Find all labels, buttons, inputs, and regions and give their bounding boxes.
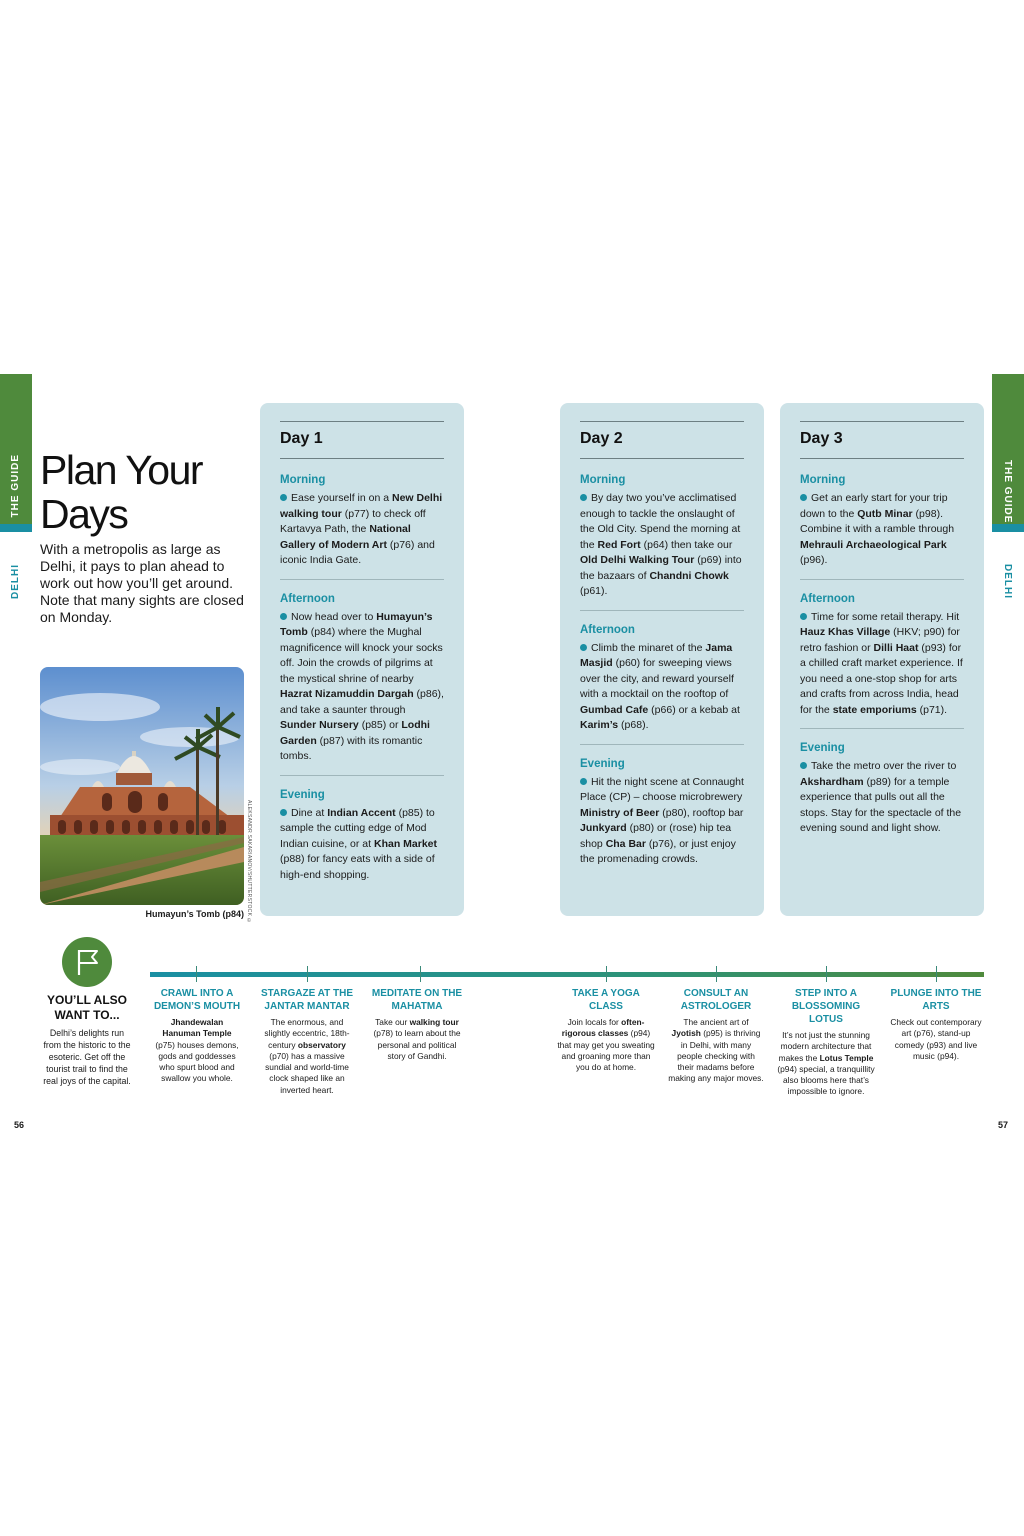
timeline-item (556, 987, 656, 1073)
morning-heading: Morning (580, 474, 626, 486)
intro-text: With a metropolis as large as Delhi, it pays to plan ahead to work out how you’ll get around. Note that many sights are closed on Monday. (40, 541, 244, 625)
timeline-text: Check out contemporary art (p76), stand-up comedy (p93) and live music (p94). (890, 1017, 982, 1061)
evening-heading: Evening (580, 757, 625, 770)
title-line-2: Days (40, 491, 128, 537)
timeline-tick (420, 966, 421, 982)
timeline-item (668, 987, 764, 1085)
timeline-heading: STARGAZE AT THE JANTAR MANTAR (260, 988, 354, 1012)
bullet-dot (280, 809, 287, 816)
page-number-right: 57 (998, 1120, 1009, 1130)
bullet-dot (800, 613, 807, 620)
morning-heading: Morning (800, 474, 846, 486)
humayuns-tomb-photo (40, 667, 244, 905)
timeline-heading: TAKE A YOGA CLASS (572, 988, 640, 1012)
day-title: Day 3 (800, 430, 843, 447)
photo-credit: ALEKSANDR SAKARIANOV/SHUTTERSTOCK © (246, 800, 252, 925)
bullet-dot (280, 494, 287, 501)
side-tab-city-label: DELHI (1002, 564, 1013, 599)
day-card-2 (560, 403, 764, 916)
afternoon-heading: Afternoon (800, 592, 855, 605)
timeline-item (888, 987, 984, 1062)
afternoon-text: Time for some retail therapy. Hit Hauz Khas Village (HKV; p90) for retro fashion or Dilli Haat (p93) for a chilled craft market experience. If you need a one-stop shop for arts and crafts from across India, head for the state emporiums (p71). (800, 610, 963, 716)
tomb-illustration (40, 667, 244, 905)
timeline-heading: MEDITATE ON THE MAHATMA (371, 988, 463, 1012)
right-side-tab (992, 374, 1024, 604)
timeline-tick (196, 966, 197, 982)
bullet-dot (580, 644, 587, 651)
bullet-dot (800, 762, 807, 769)
afternoon-text: Climb the minaret of the Jama Masjid (p60) for sweeping views over the city, and reward yourself with a mocktail on the rooftop of Gumbad Cafe (p66) or a kebab at Karim’s (p68). (580, 641, 740, 731)
timeline-text: Take our walking tour (p78) to learn about the personal and political story of Gandhi. (373, 1017, 461, 1061)
timeline-heading: STEP INTO A BLOSSOMING LOTUS (791, 988, 861, 1025)
morning-text: By day two you’ve acclimatised enough to tackle the onslaught of the Old City. Spend the morning at the Red Fort (p64) then take our Old Delhi Walking Tour (p69) into the bazaars of Chandni Chowk (p61). (580, 492, 742, 597)
photo-caption: Humayun’s Tomb (p84) (145, 909, 244, 919)
flag-icon (62, 937, 112, 987)
day-title: Day 2 (580, 430, 623, 447)
evening-heading: Evening (280, 788, 325, 801)
timeline-tick (606, 966, 607, 982)
timeline-bar (150, 972, 984, 977)
day-card-3 (780, 403, 984, 916)
timeline-tick (936, 966, 937, 982)
day-title: Day 1 (280, 430, 323, 447)
timeline-heading: CRAWL INTO A DEMON’S MOUTH (153, 988, 241, 1012)
timeline-text: Join locals for often-rigorous classes (p94) that may get you sweating and groaning more than you do at home. (557, 1017, 655, 1073)
timeline-item (152, 987, 242, 1085)
timeline-heading: PLUNGE INTO THE ARTS (890, 988, 982, 1012)
also-heading: YOU’LL ALSO WANT TO... (46, 993, 127, 1022)
left-side-tab (0, 374, 32, 604)
side-tab-city-label: DELHI (10, 564, 21, 599)
bullet-dot (580, 494, 587, 501)
evening-text: Hit the night scene at Connaught Place (CP) – choose microbrewery Ministry of Beer (p80), rooftop bar Junkyard (p80) or (rose) hip tea shop Cha Bar (p76), or just enjoy the promenading crowds. (580, 775, 744, 865)
title-line-1: Plan Your (40, 447, 203, 493)
timeline-heading: CONSULT AN ASTROLOGER (680, 988, 752, 1012)
bullet-dot (280, 613, 287, 620)
timeline-tick (307, 966, 308, 982)
page-title (40, 448, 250, 536)
afternoon-text: Now head over to Humayun’s Tomb (p84) where the Mughal magnificence will knock your socks off. Join the crowds of pilgrims at the mystical shrine of nearby Hazrat Nizamuddin Dargah (p86), and take a saunter through Sunder Nursery (p85) or Lodhi Garden (p87) with its romantic tombs. (280, 610, 444, 762)
evening-text: Dine at Indian Accent (p85) to sample the cutting edge of Mod Indian cuisine, or at Khan Market (p88) for fancy eats with a side of high-end shopping. (280, 806, 437, 881)
timeline-item (776, 987, 876, 1098)
timeline-item (368, 987, 466, 1062)
evening-text: Take the metro over the river to Akshardham (p89) for a temple experience that pulls out all the stops. Stay for the spectacle of the evening sound and light show. (800, 760, 962, 834)
also-text: Delhi’s delights run from the historic to the esoteric. Get off the tourist trail to find the real joys of the capital. (43, 1028, 131, 1086)
morning-heading: Morning (280, 474, 326, 486)
timeline-tick (716, 966, 717, 982)
evening-heading: Evening (800, 742, 845, 754)
bullet-dot (800, 494, 807, 501)
bullet-dot (580, 778, 587, 785)
timeline-text: The ancient art of Jyotish (p95) is thriving in Delhi, with many people checking with their madams before making any major moves. (668, 1017, 764, 1084)
timeline-text: The enormous, and slightly eccentric, 18th-century observatory (p70) has a massive sundial and world-time clock shaped like an inverted heart. (264, 1017, 350, 1095)
side-tab-section-label: THE GUIDE (1002, 460, 1013, 524)
timeline-text: Jhandewalan Hanuman Temple (p75) houses demons, gods and goddesses who spurt blood and swallow you whole. (155, 1017, 239, 1084)
timeline-tick (826, 966, 827, 982)
page-number-left: 56 (14, 1120, 25, 1130)
timeline-item (258, 987, 356, 1096)
timeline-text: It’s not just the stunning modern architecture that makes the Lotus Temple (p94) special, a tranquillity also blooms here that’s impossible to ignore. (777, 1030, 875, 1097)
afternoon-heading: Afternoon (580, 623, 635, 636)
morning-text: Ease yourself in on a New Delhi walking tour (p77) to check off Kartavya Path, the National Gallery of Modern Art (p76) and iconic India Gate. (280, 492, 443, 566)
day-card-1 (260, 403, 464, 916)
afternoon-heading: Afternoon (280, 592, 335, 605)
morning-text: Get an early start for your trip down to the Qutb Minar (p98). Combine it with a ramble through Mehrauli Archaeological Park (p96). (800, 492, 955, 566)
side-tab-section-label: THE GUIDE (10, 454, 21, 518)
